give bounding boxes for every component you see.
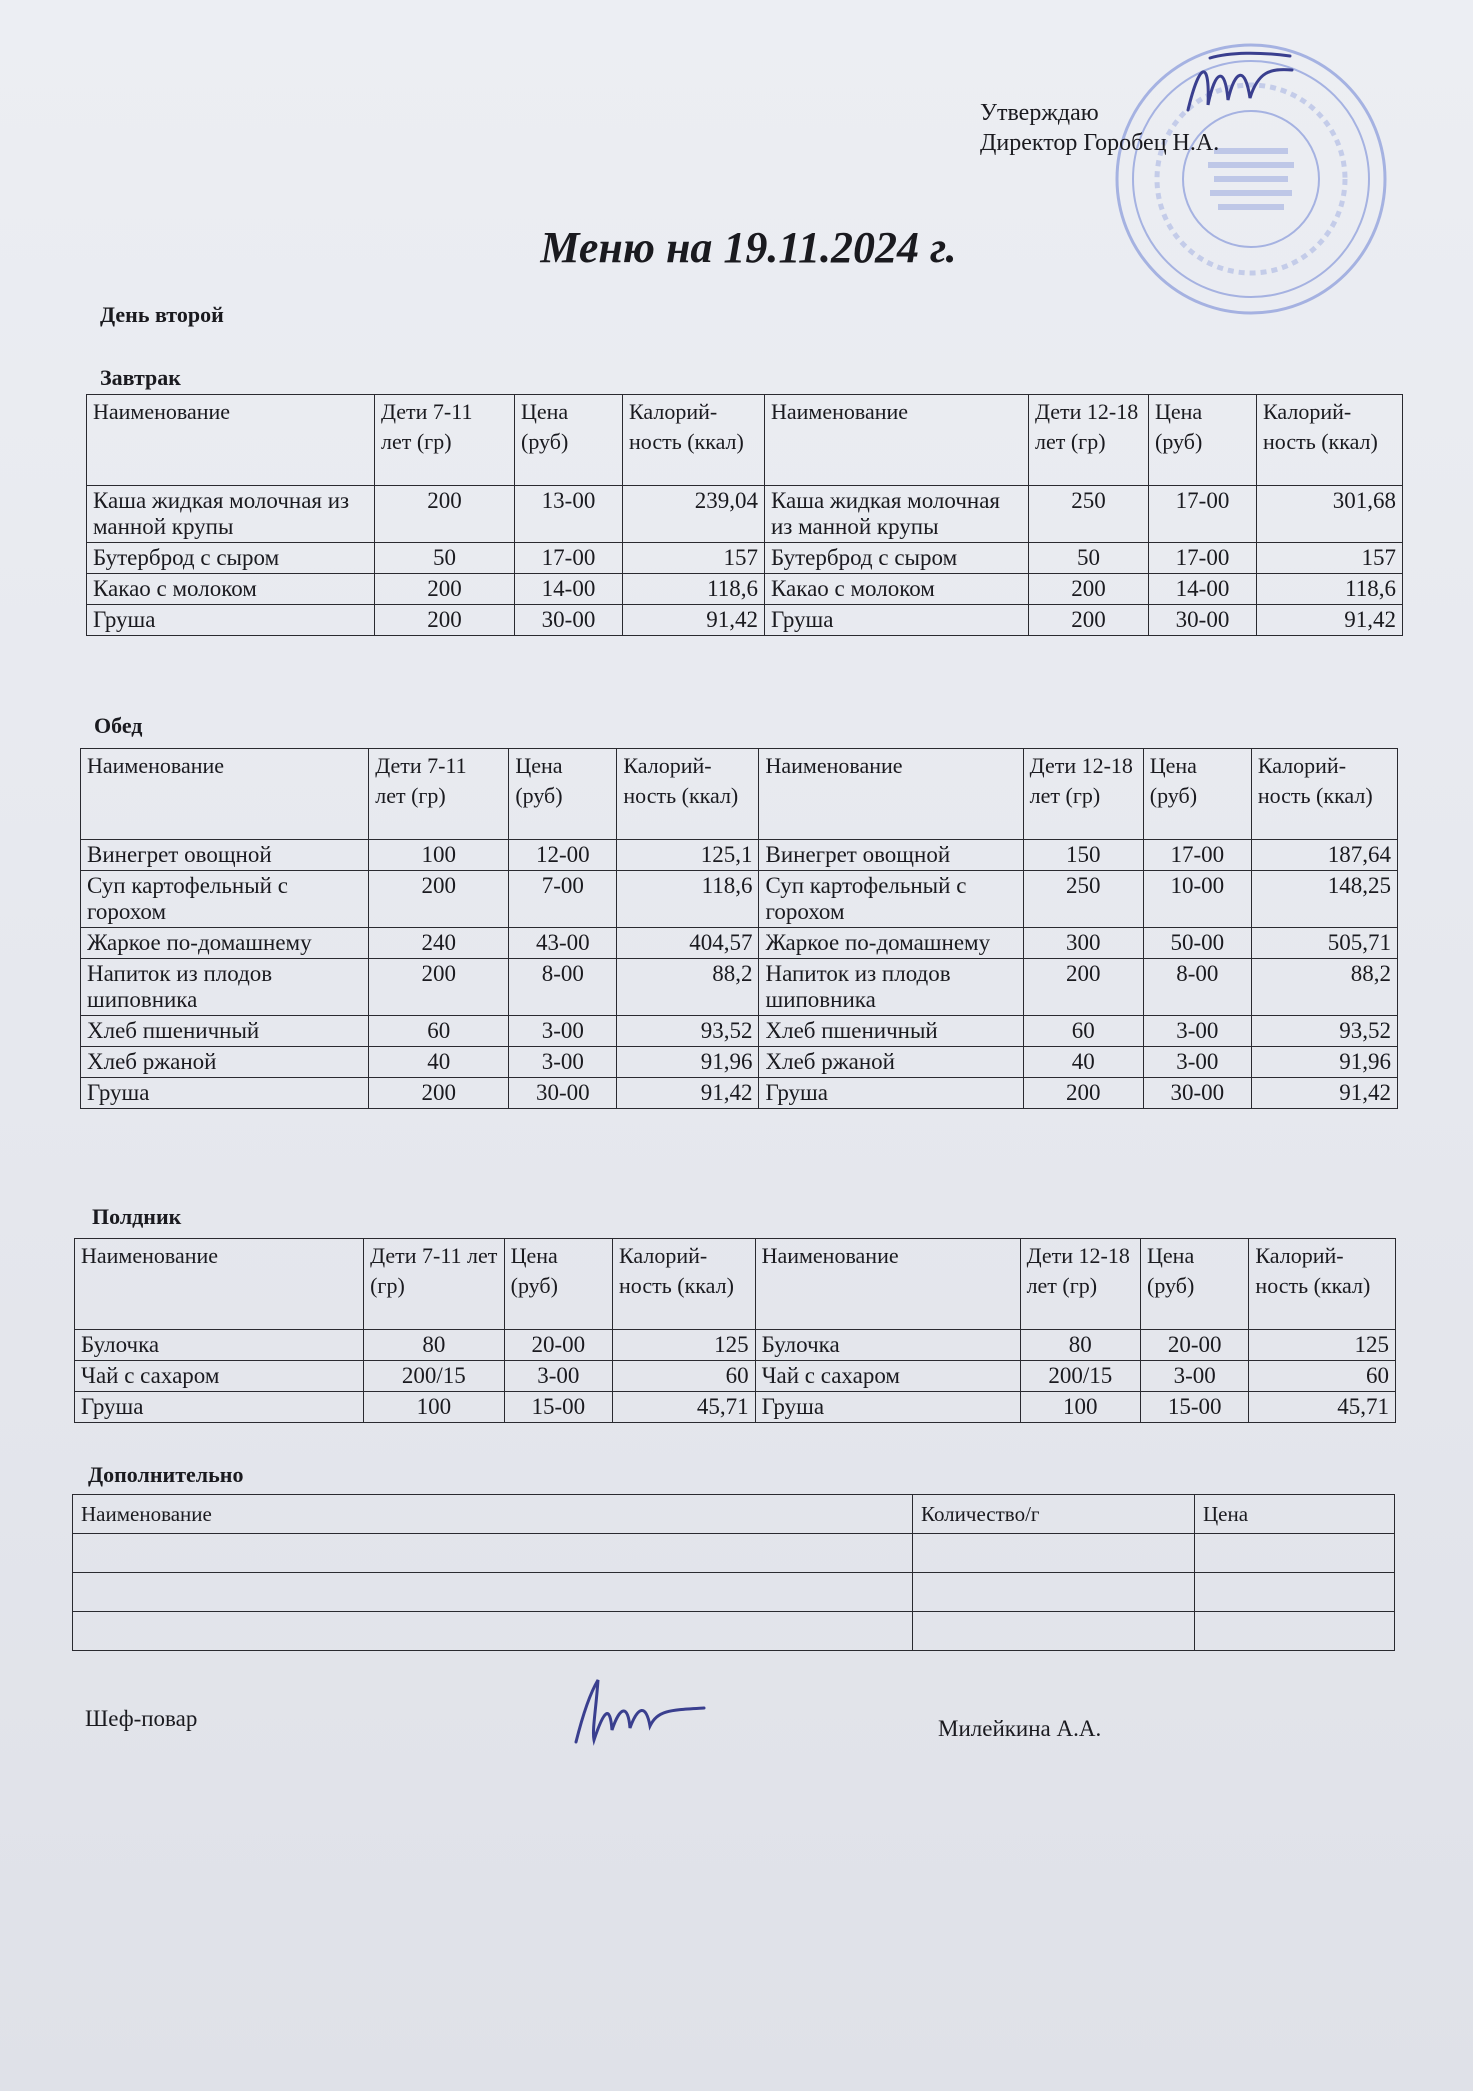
calories: 93,52 xyxy=(1251,1016,1397,1047)
calories: 157 xyxy=(623,543,765,574)
portion-grams: 300 xyxy=(1023,928,1143,959)
portion-grams: 60 xyxy=(369,1016,509,1047)
dish-name: Хлеб ржаной xyxy=(81,1047,369,1078)
title-text: Меню на 19.11.2024 г. xyxy=(540,223,957,272)
table-row xyxy=(81,1047,1398,1078)
table-row xyxy=(81,928,1398,959)
dish-name: Жаркое по-домашнему xyxy=(81,928,369,959)
portion-grams: 200 xyxy=(1023,1078,1143,1109)
dish-name: Бутерброд с сыром xyxy=(765,543,1029,574)
price: 20-00 xyxy=(1141,1330,1249,1361)
column-header-calories: Калорий-ность (ккал) xyxy=(1257,395,1403,486)
table-header-row xyxy=(87,395,1403,486)
column-header-kids-7-11: Дети 7-11 лет (гр) xyxy=(364,1239,505,1330)
calories: 60 xyxy=(1249,1361,1396,1392)
column-header-name: Наименование xyxy=(73,1495,913,1534)
portion-grams: 200 xyxy=(1029,574,1149,605)
column-header-name: Наименование xyxy=(759,749,1023,840)
table-row xyxy=(81,871,1398,928)
calories: 187,64 xyxy=(1251,840,1397,871)
column-header-calories: Калорий-ность (ккал) xyxy=(613,1239,756,1330)
column-header-kids-12-18: Дети 12-18 лет (гр) xyxy=(1023,749,1143,840)
dish-name: Булочка xyxy=(755,1330,1020,1361)
column-header-calories: Калорий-ность (ккал) xyxy=(623,395,765,486)
price: 17-00 xyxy=(1143,840,1251,871)
approval-block xyxy=(980,98,1219,158)
portion-grams: 80 xyxy=(1020,1330,1140,1361)
dish-name: Чай с сахаром xyxy=(75,1361,364,1392)
table-row xyxy=(81,959,1398,1016)
dish-name: Суп картофельный с горохом xyxy=(759,871,1023,928)
portion-grams: 250 xyxy=(1029,486,1149,543)
dish-name: Винегрет овощной xyxy=(81,840,369,871)
calories: 88,2 xyxy=(1251,959,1397,1016)
column-header-calories: Калорий-ность (ккал) xyxy=(617,749,759,840)
price: 3-00 xyxy=(509,1016,617,1047)
column-header-kids-7-11: Дети 7-11 лет (гр) xyxy=(369,749,509,840)
column-header-calories: Калорий-ность (ккал) xyxy=(1249,1239,1396,1330)
dish-name: Напиток из плодов шиповника xyxy=(759,959,1023,1016)
portion-grams: 200/15 xyxy=(364,1361,505,1392)
price: 8-00 xyxy=(509,959,617,1016)
price: 20-00 xyxy=(504,1330,612,1361)
calories: 118,6 xyxy=(617,871,759,928)
dish-name: Бутерброд с сыром xyxy=(87,543,375,574)
price: 15-00 xyxy=(504,1392,612,1423)
calories: 125 xyxy=(1249,1330,1396,1361)
dish-name: Хлеб ржаной xyxy=(759,1047,1023,1078)
table-row xyxy=(87,543,1403,574)
dish-name: Булочка xyxy=(75,1330,364,1361)
table-row xyxy=(81,840,1398,871)
table-row xyxy=(81,1078,1398,1109)
price: 30-00 xyxy=(515,605,623,636)
dish-name: Напиток из плодов шиповника xyxy=(81,959,369,1016)
table-row xyxy=(75,1392,1396,1423)
section-label-lunch: Обед xyxy=(94,713,143,738)
column-header-price: Цена (руб) xyxy=(504,1239,612,1330)
extra-table xyxy=(72,1494,1395,1651)
table-row xyxy=(87,605,1403,636)
column-header-price: Цена xyxy=(1195,1495,1395,1534)
table-row xyxy=(73,1612,1395,1651)
dish-name: Груша xyxy=(87,605,375,636)
column-header-price: Цена (руб) xyxy=(1143,749,1251,840)
column-header-price: Цена (руб) xyxy=(1141,1239,1249,1330)
calories: 91,42 xyxy=(1251,1078,1397,1109)
table-row xyxy=(73,1495,1395,1534)
table-row xyxy=(75,1361,1396,1392)
column-header-kids-7-11: Дети 7-11 лет (гр) xyxy=(375,395,515,486)
price: 13-00 xyxy=(515,486,623,543)
chef-name: Милейкина А.А. xyxy=(938,1716,1102,1741)
dish-name: Груша xyxy=(765,605,1029,636)
dish-name: Груша xyxy=(759,1078,1023,1109)
column-header-kids-12-18: Дети 12-18 лет (гр) xyxy=(1029,395,1149,486)
portion-grams: 100 xyxy=(364,1392,505,1423)
price: 17-00 xyxy=(1149,486,1257,543)
calories: 91,96 xyxy=(617,1047,759,1078)
dish-name: Суп картофельный с горохом xyxy=(81,871,369,928)
portion-grams: 250 xyxy=(1023,871,1143,928)
table-row xyxy=(81,1016,1398,1047)
director-line: Директор Горобец Н.А. xyxy=(980,130,1220,156)
lunch-table xyxy=(80,748,1398,1109)
calories: 88,2 xyxy=(617,959,759,1016)
price: 30-00 xyxy=(1149,605,1257,636)
column-header-price: Цена (руб) xyxy=(515,395,623,486)
portion-grams: 40 xyxy=(1023,1047,1143,1078)
calories: 157 xyxy=(1257,543,1403,574)
price: 43-00 xyxy=(509,928,617,959)
calories: 118,6 xyxy=(1257,574,1403,605)
calories: 505,71 xyxy=(1251,928,1397,959)
snack-table xyxy=(74,1238,1396,1423)
section-label-extra: Дополнительно xyxy=(88,1462,244,1487)
column-header-name: Наименование xyxy=(87,395,375,486)
column-header-name: Наименование xyxy=(765,395,1029,486)
price: 30-00 xyxy=(1143,1078,1251,1109)
calories: 91,42 xyxy=(1257,605,1403,636)
portion-grams: 200 xyxy=(369,959,509,1016)
portion-grams: 200 xyxy=(1029,605,1149,636)
dish-name: Каша жидкая молочная из манной крупы xyxy=(765,486,1029,543)
price: 3-00 xyxy=(504,1361,612,1392)
table-header-row xyxy=(81,749,1398,840)
section-label-breakfast: Завтрак xyxy=(100,365,181,390)
price: 3-00 xyxy=(1143,1047,1251,1078)
approve-line: Утверждаю xyxy=(980,100,1099,126)
price: 15-00 xyxy=(1141,1392,1249,1423)
dish-name: Каша жидкая молочная из манной крупы xyxy=(87,486,375,543)
portion-grams: 200/15 xyxy=(1020,1361,1140,1392)
portion-grams: 200 xyxy=(375,574,515,605)
calories: 301,68 xyxy=(1257,486,1403,543)
calories: 239,04 xyxy=(623,486,765,543)
dish-name: Груша xyxy=(75,1392,364,1423)
calories: 91,42 xyxy=(617,1078,759,1109)
price: 7-00 xyxy=(509,871,617,928)
price: 12-00 xyxy=(509,840,617,871)
table-row xyxy=(73,1534,1395,1573)
price: 30-00 xyxy=(509,1078,617,1109)
page-title xyxy=(0,222,1473,273)
portion-grams: 150 xyxy=(1023,840,1143,871)
column-header-name: Наименование xyxy=(75,1239,364,1330)
table-row xyxy=(87,574,1403,605)
price: 3-00 xyxy=(1143,1016,1251,1047)
dish-name: Груша xyxy=(755,1392,1020,1423)
column-header-name: Наименование xyxy=(81,749,369,840)
breakfast-table xyxy=(86,394,1403,636)
calories: 60 xyxy=(613,1361,756,1392)
dish-name: Чай с сахаром xyxy=(755,1361,1020,1392)
price: 17-00 xyxy=(1149,543,1257,574)
dish-name: Хлеб пшеничный xyxy=(81,1016,369,1047)
calories: 93,52 xyxy=(617,1016,759,1047)
portion-grams: 50 xyxy=(375,543,515,574)
price: 14-00 xyxy=(515,574,623,605)
column-header-calories: Калорий-ность (ккал) xyxy=(1251,749,1397,840)
dish-name: Груша xyxy=(81,1078,369,1109)
column-header-name: Наименование xyxy=(755,1239,1020,1330)
section-label-snack: Полдник xyxy=(92,1204,182,1229)
column-header-qty: Количество/г xyxy=(913,1495,1195,1534)
portion-grams: 240 xyxy=(369,928,509,959)
chef-label: Шеф-повар xyxy=(85,1706,198,1731)
portion-grams: 60 xyxy=(1023,1016,1143,1047)
calories: 91,96 xyxy=(1251,1047,1397,1078)
column-header-price: Цена (руб) xyxy=(1149,395,1257,486)
price: 50-00 xyxy=(1143,928,1251,959)
day-label: День второй xyxy=(100,302,224,327)
price: 10-00 xyxy=(1143,871,1251,928)
dish-name: Какао с молоком xyxy=(87,574,375,605)
dish-name: Винегрет овощной xyxy=(759,840,1023,871)
calories: 148,25 xyxy=(1251,871,1397,928)
price: 3-00 xyxy=(509,1047,617,1078)
dish-name: Хлеб пшеничный xyxy=(759,1016,1023,1047)
calories: 91,42 xyxy=(623,605,765,636)
table-row xyxy=(73,1573,1395,1612)
column-header-kids-12-18: Дети 12-18 лет (гр) xyxy=(1020,1239,1140,1330)
table-header-row xyxy=(75,1239,1396,1330)
portion-grams: 200 xyxy=(369,871,509,928)
table-row xyxy=(87,486,1403,543)
price: 17-00 xyxy=(515,543,623,574)
table-row xyxy=(75,1330,1396,1361)
dish-name: Какао с молоком xyxy=(765,574,1029,605)
portion-grams: 100 xyxy=(369,840,509,871)
calories: 125,1 xyxy=(617,840,759,871)
calories: 118,6 xyxy=(623,574,765,605)
calories: 404,57 xyxy=(617,928,759,959)
price: 3-00 xyxy=(1141,1361,1249,1392)
portion-grams: 200 xyxy=(1023,959,1143,1016)
column-header-price: Цена (руб) xyxy=(509,749,617,840)
portion-grams: 200 xyxy=(369,1078,509,1109)
dish-name: Жаркое по-домашнему xyxy=(759,928,1023,959)
calories: 45,71 xyxy=(1249,1392,1396,1423)
portion-grams: 40 xyxy=(369,1047,509,1078)
portion-grams: 200 xyxy=(375,605,515,636)
portion-grams: 80 xyxy=(364,1330,505,1361)
chef-signature-icon xyxy=(570,1670,710,1750)
portion-grams: 200 xyxy=(375,486,515,543)
calories: 45,71 xyxy=(613,1392,756,1423)
portion-grams: 50 xyxy=(1029,543,1149,574)
calories: 125 xyxy=(613,1330,756,1361)
portion-grams: 100 xyxy=(1020,1392,1140,1423)
price: 14-00 xyxy=(1149,574,1257,605)
price: 8-00 xyxy=(1143,959,1251,1016)
